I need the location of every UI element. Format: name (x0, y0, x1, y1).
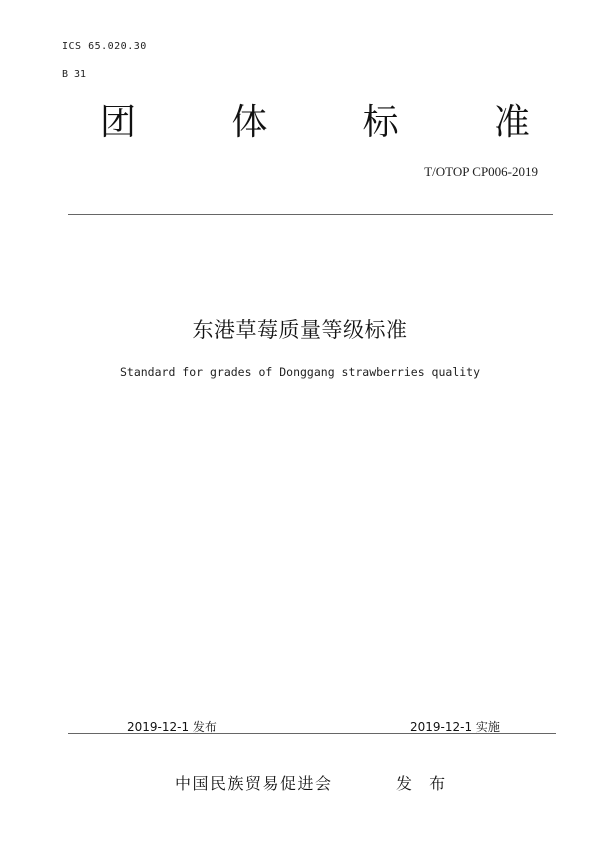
heading-char-1: 团 (100, 102, 137, 143)
heading-char-2: 体 (231, 102, 268, 143)
publish-label: 发 布 (396, 774, 452, 793)
top-divider (68, 214, 553, 215)
chinese-title: 东港草莓质量等级标准 (192, 318, 408, 342)
publisher-name: 中国民族贸易促进会 (175, 774, 333, 793)
standard-number: T/OTOP CP006-2019 (424, 164, 538, 179)
issue-date: 2019-12-1 发布 (127, 720, 217, 734)
implementation-date: 2019-12-1 实施 (410, 720, 500, 734)
ccs-code: B 31 (62, 69, 87, 80)
heading-char-4: 准 (493, 102, 530, 143)
standard-type-heading (100, 98, 530, 148)
heading-char-3: 标 (362, 102, 399, 143)
english-title: Standard for grades of Donggang strawberries quality (119, 365, 481, 379)
ics-code: ICS 65.020.30 (62, 41, 147, 52)
bottom-divider (68, 733, 556, 734)
